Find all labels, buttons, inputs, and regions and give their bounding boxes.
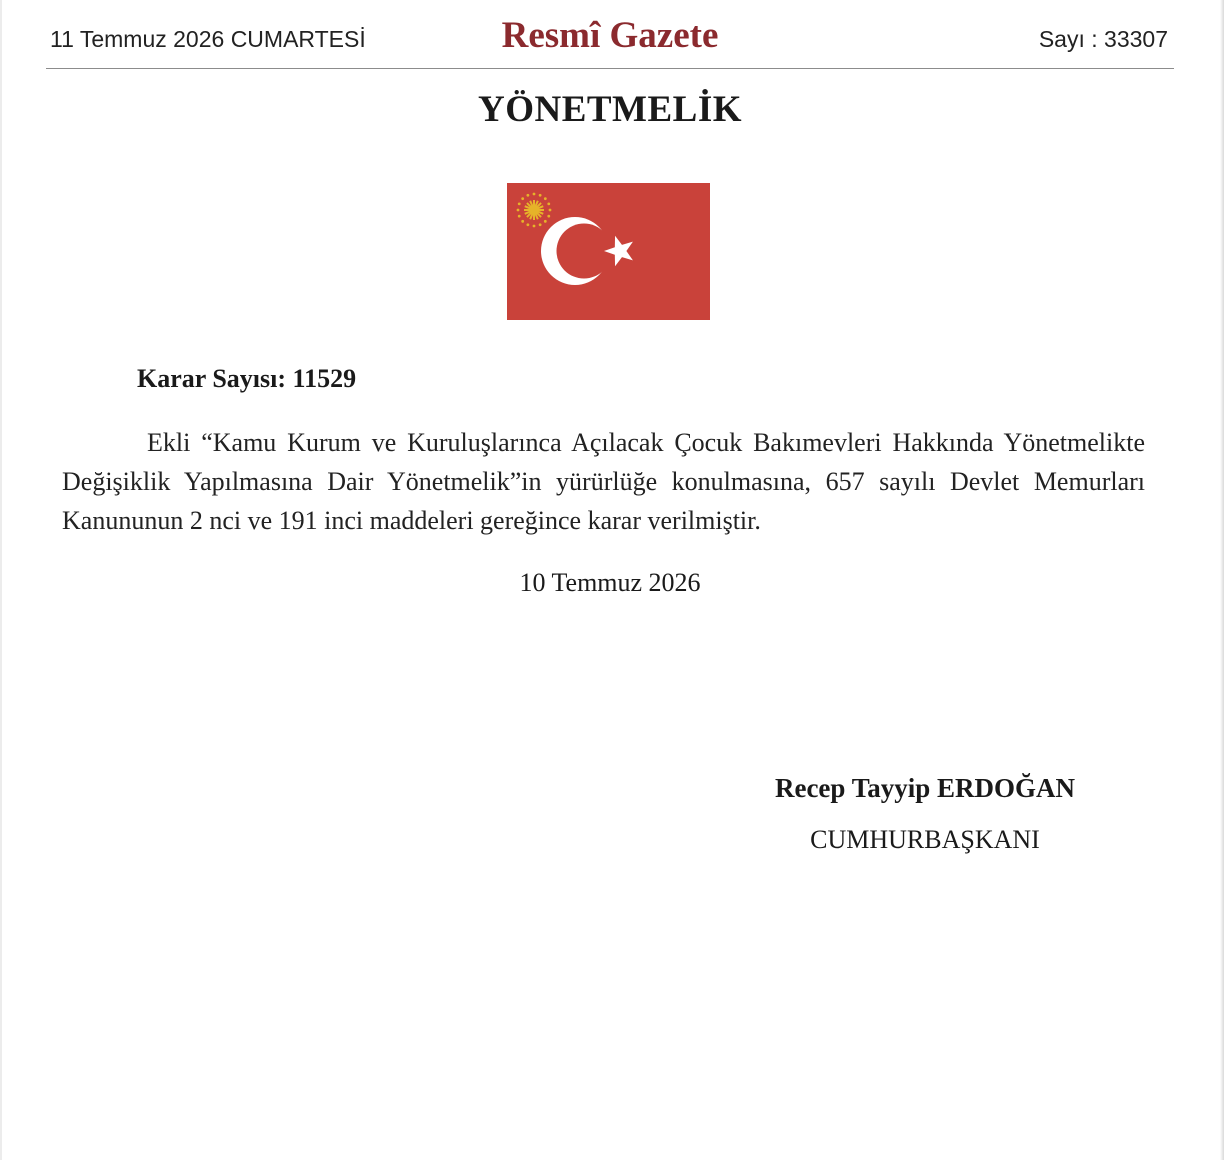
signer-name: Recep Tayyip ERDOĞAN: [774, 773, 1076, 803]
decision-body-text: Ekli “Kamu Kurum ve Kuruluşlarınca Açılacak Çocuk Bakımevleri Hakkında Yönetmelikte Değişiklik Yapılmasına Dair Yönetmelik”in yürürlüğe konulmasına, 657 sayılı Devlet Memurları Kanununun 2 nci ve 191 inci maddeleri gereğince karar verilmiştir.: [62, 428, 1145, 535]
decision-number: Karar Sayısı: 11529: [137, 364, 357, 393]
signer-title: CUMHURBAŞKANI: [810, 825, 1040, 854]
presidential-flag-icon: [507, 183, 710, 320]
document-type-heading: YÖNETMELİK: [477, 89, 743, 130]
page-edge-right: [1220, 0, 1224, 1160]
publication-date: 11 Temmuz 2026 CUMARTESİ: [50, 26, 366, 52]
gazette-header: [46, 14, 1174, 69]
gazette-title: Resmî Gazete: [501, 15, 719, 56]
decision-date: 10 Temmuz 2026: [519, 568, 701, 597]
issue-number: Sayı : 33307: [1038, 26, 1168, 52]
